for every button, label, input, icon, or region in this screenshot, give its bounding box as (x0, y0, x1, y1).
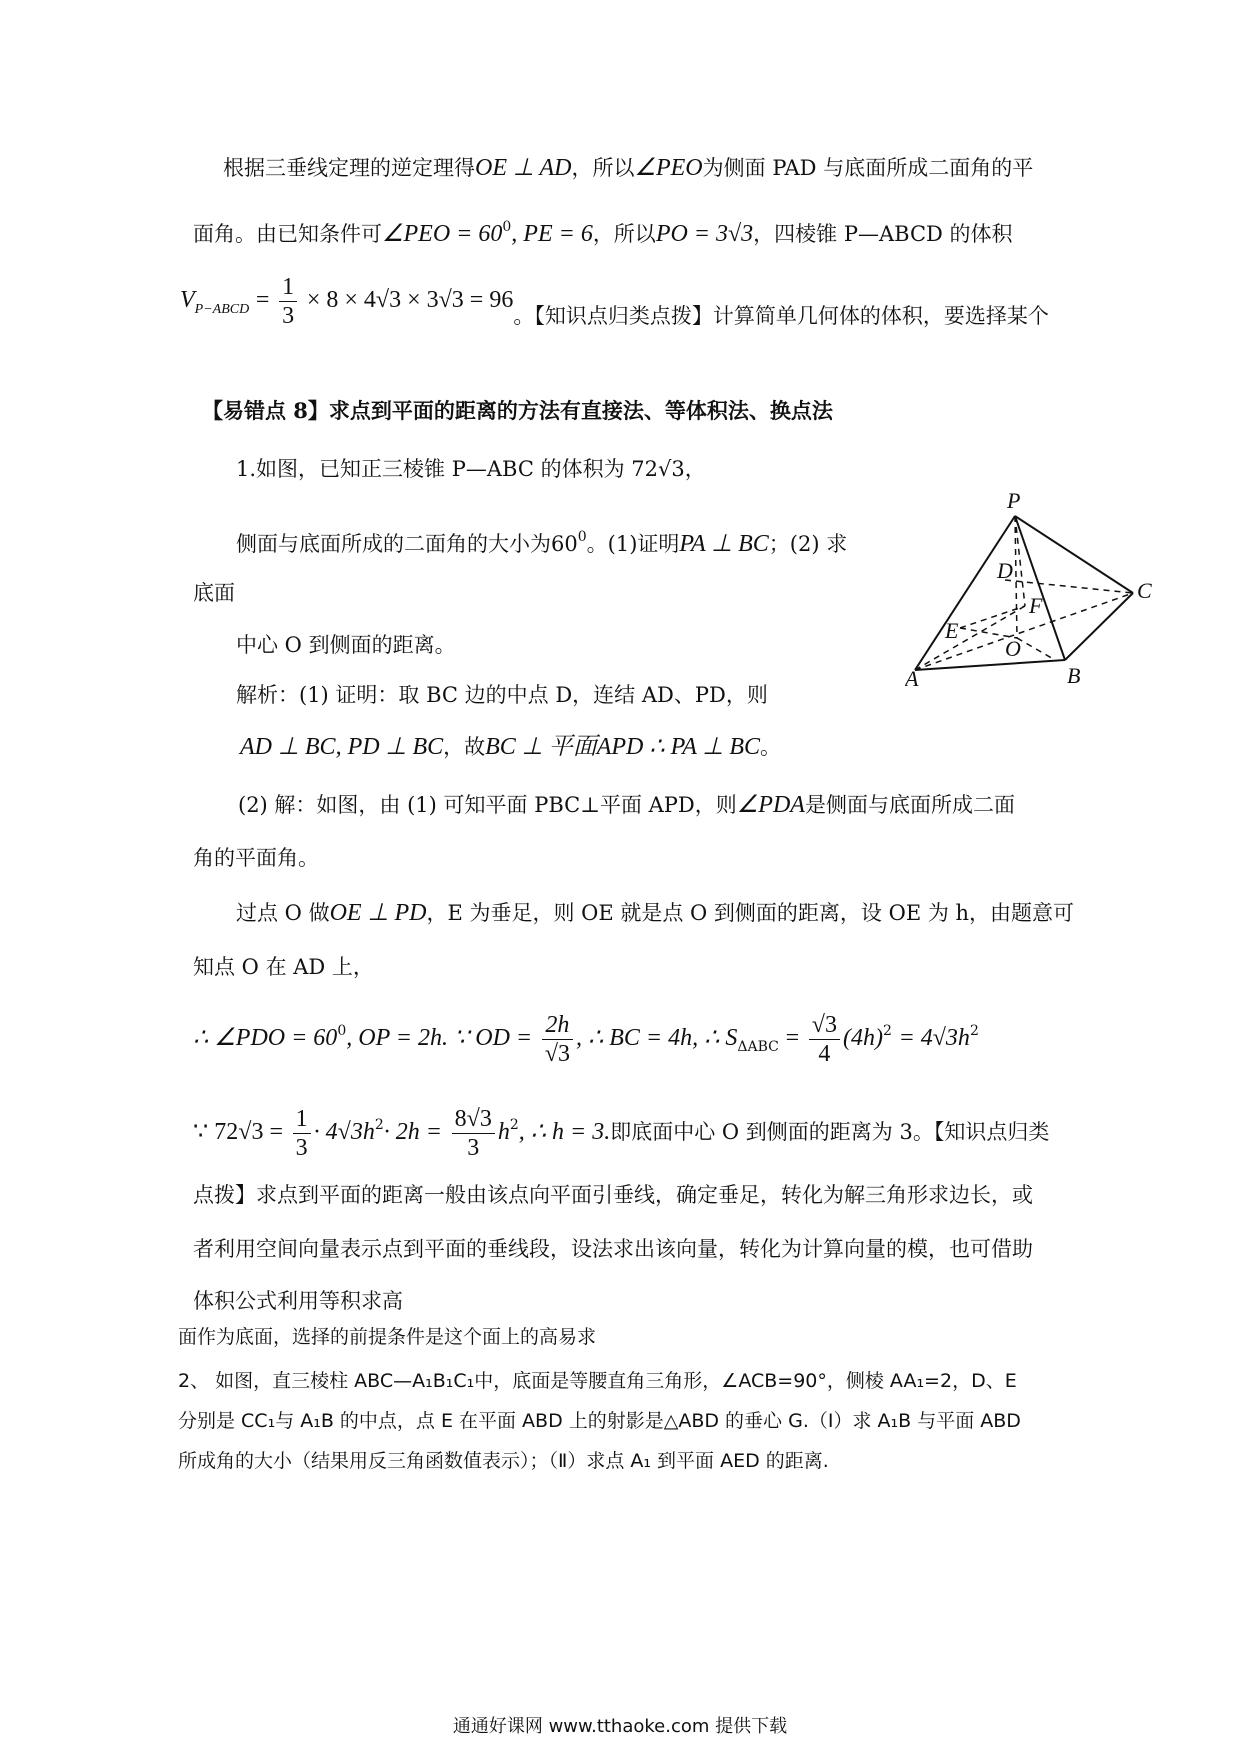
solution-line: 知点 O 在 AD 上， (193, 955, 374, 979)
page-footer: 通通好课网 www.tthaoke.com 提供下载 (452, 1716, 788, 1737)
text: 。(1)证明 (586, 532, 680, 556)
label-e: E (945, 618, 959, 643)
math-expr: · 2h = (383, 1119, 442, 1145)
math-expr: , ∴ h = 3. (518, 1119, 611, 1145)
superscript: 2 (969, 1023, 979, 1039)
fraction (542, 1011, 573, 1068)
text: ，四棱锥 P—ABCD 的体积 (753, 222, 1013, 246)
text: 根据三垂线定理的逆定理得 (223, 156, 475, 180)
tip-line: 点拨】求点到平面的距离一般由该点向平面引垂线，确定垂足，转化为解三角形求边长，或 (193, 1183, 1033, 1207)
fraction (452, 1105, 495, 1162)
math-expr: ∠PEO (634, 155, 703, 181)
label-p: P (1007, 488, 1021, 513)
math-expr: ∵ 72√3 = (193, 1119, 283, 1145)
math-expr: = (255, 287, 270, 313)
solution-line (236, 898, 1074, 928)
text: ；(2) 求 (768, 532, 848, 556)
question-line: 2、 如图，直三棱柱 ABC—A₁B₁C₁中，底面是等腰直角三角形，∠ACB=90°，侧棱 AA₁=2，D、E (178, 1370, 1017, 1392)
denominator: √3 (544, 1041, 570, 1067)
denominator: 3 (282, 303, 295, 329)
text: ，所以 (571, 156, 635, 180)
solution-line: 解析：(1) 证明：取 BC 边的中点 D，连结 AD、PD，则 (236, 683, 768, 707)
edge-pc (1015, 516, 1133, 593)
question-line: 所成角的大小（结果用反三角函数值表示）；（Ⅱ）求点 A₁ 到平面 AED 的距离. (178, 1450, 829, 1472)
math-expr: ∴ ∠PDO = 60 (193, 1025, 338, 1051)
numerator: 2h (542, 1011, 573, 1040)
edge-pb (1015, 516, 1065, 660)
text: 面角。由已知条件可 (193, 222, 382, 246)
label-o: O (1005, 636, 1021, 661)
solution-line (240, 732, 781, 762)
math-expr: , PE = 6 (511, 221, 593, 247)
numerator: 8√3 (452, 1105, 495, 1134)
label-c: C (1137, 578, 1152, 603)
paragraph-line (223, 153, 1033, 183)
text: (2) 解：如图，由 (1) 可知平面 PBC⊥平面 APD，则 (238, 793, 737, 817)
denominator: 3 (467, 1135, 480, 1161)
question-line: 分别是 CC₁与 A₁B 的中点，点 E 在平面 ABD 上的射影是△ABD 的垂心 G.（Ⅰ）求 A₁B 与平面 ABD (178, 1410, 1021, 1432)
fraction (293, 1105, 311, 1162)
text: 过点 O 做 (236, 901, 330, 925)
height-po (1015, 516, 1017, 638)
text: 。 (760, 735, 782, 759)
math-expr: ∠PEO = 60 (382, 221, 503, 247)
text: 即底面中心 O 到侧面的距离为 3。【知识点归类 (610, 1120, 1050, 1144)
math-expr: (4h) (842, 1025, 883, 1051)
solution-line (238, 790, 1015, 820)
text: 为侧面 PAD 与底面所成二面角的平 (702, 156, 1034, 180)
edge-pa (915, 516, 1015, 670)
math-expr: ∠PDA (736, 792, 805, 818)
denominator: 4 (818, 1041, 831, 1067)
segment-ob (1017, 638, 1055, 660)
subscript: ΔABC (737, 1039, 779, 1055)
math-expr: , OP = 2h. ∵ OD = (346, 1025, 533, 1051)
tip-line: 体积公式利用等积求高 (193, 1289, 403, 1313)
numerator: 1 (279, 273, 297, 302)
superscript: 0 (577, 529, 587, 545)
numerator: √3 (809, 1011, 840, 1040)
math-expr: × 8 × 4√3 × 3√3 = 96 (306, 287, 514, 313)
text: 侧面与底面所成的二面角的大小为60 (236, 532, 578, 556)
solution-line: 角的平面角。 (193, 846, 319, 870)
question-line: 底面 (193, 581, 235, 605)
label-b: B (1067, 663, 1081, 688)
math-expr: AD ⊥ BC, PD ⊥ BC (240, 734, 444, 760)
math-expr: V (180, 287, 195, 313)
label-a: A (905, 666, 919, 688)
segment-dc (1005, 580, 1133, 593)
math-expr: BC ⊥ 平面APD ∴ PA ⊥ BC (485, 734, 761, 760)
math-expr: = 4√3h (898, 1025, 970, 1051)
question-line: 中心 O 到侧面的距离。 (236, 633, 456, 657)
label-d: D (997, 558, 1013, 583)
continuation-line: 面作为底面，选择的前提条件是这个面上的高易求 (178, 1326, 597, 1348)
math-expr: = (785, 1025, 800, 1051)
equation-line (193, 1094, 1049, 1163)
math-expr: OE ⊥ AD (475, 155, 572, 181)
subscript: P−ABCD (194, 302, 250, 317)
tip-line: 者利用空间向量表示点到平面的垂线段，设法求出该向量，转化为计算向量的模，也可借助 (193, 1237, 1033, 1261)
denominator: 3 (295, 1135, 308, 1161)
math-expr: , ∴ BC = 4h, ∴ S (575, 1025, 738, 1051)
fraction (809, 1011, 840, 1068)
superscript: 2 (374, 1117, 384, 1133)
section-heading: 【易错点 8】求点到平面的距离的方法有直接法、等体积法、换点法 (202, 398, 833, 423)
superscript: 2 (509, 1117, 519, 1133)
pyramid-figure (905, 488, 1155, 688)
superscript: 0 (502, 219, 512, 235)
text: 是侧面与底面所成二面 (804, 793, 1015, 817)
superscript: 0 (337, 1023, 347, 1039)
question-line (236, 522, 847, 559)
paragraph-line (193, 212, 1013, 249)
question-line: 1.如图，已知正三棱锥 P—ABC 的体积为 72√3， (236, 457, 706, 481)
volume-formula-line (180, 272, 1049, 338)
text: ，故 (443, 735, 486, 759)
math-expr: PA ⊥ BC (679, 531, 769, 557)
math-expr: PO = 3√3 (655, 221, 754, 247)
fraction (279, 273, 297, 330)
superscript: 2 (882, 1023, 892, 1039)
equation-line (193, 1000, 979, 1078)
label-f: F (1029, 593, 1043, 618)
numerator: 1 (293, 1105, 311, 1134)
text: 。【知识点归类点拨】计算简单几何体的体积，要选择某个 (513, 304, 1049, 328)
edge-bc (1065, 593, 1133, 660)
text: ，所以 (592, 222, 656, 246)
math-expr: OE ⊥ PD (329, 900, 427, 926)
math-expr: · 4√3h (313, 1119, 375, 1145)
text: ，E 为垂足，则 OE 就是点 O 到侧面的距离，设 OE 为 h，由题意可 (426, 901, 1075, 925)
math-expr: h (497, 1119, 510, 1145)
